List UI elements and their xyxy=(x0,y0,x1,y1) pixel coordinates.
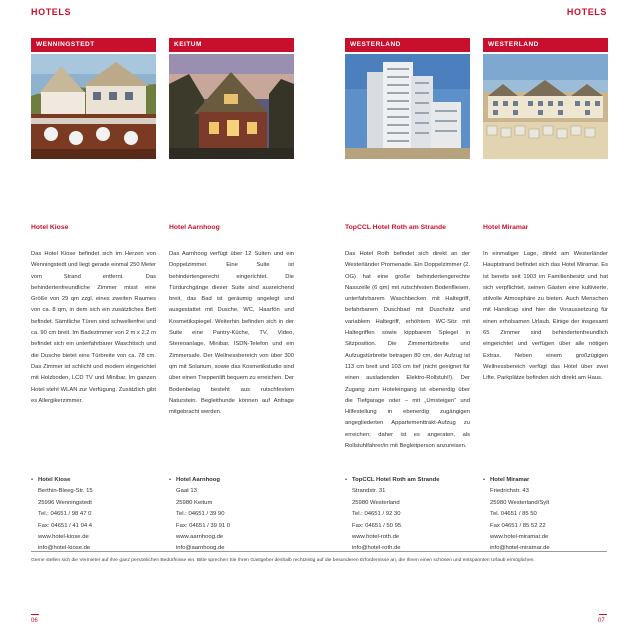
location-tag: KEITUM xyxy=(169,38,294,52)
footnote-divider xyxy=(31,551,607,552)
hotel-photo-roth xyxy=(345,54,470,159)
address-website-link[interactable]: www.hotel-miramar.de xyxy=(490,534,549,541)
hotel-address xyxy=(169,475,294,555)
location-tag: WENNINGSTEDT xyxy=(31,38,156,52)
hotel-title: Hotel Miramar xyxy=(483,224,529,231)
address-street: Berthin-Bleeg-Str. 15 xyxy=(38,488,93,495)
hotel-column-aarnhoog xyxy=(169,38,294,552)
location-tag: WESTERLAND xyxy=(483,38,608,52)
hotel-description: Das Aarnhoog verfügt über 12 Suiten und ein Doppelzimmer. Eine Suite ist behindertengerecht eingerichtet. Die Türdurchgänge dieser Suite sind ausreichend breit, das Bad ist geräumig angelegt und ausgestattet mit Dusche, WC, Haarfön und Kosmetikspiegel. Weiterhin befinden sich in der Suite eine Pantry-Küche, TV, Video, Stereoanlage, Minibar, ISDN-Telefon und ein Zimmersafe. Der Wellnessbereich von über 300 qm mit Solarium, sowie das Kosmetikstudio sind über einen Treppenlift bequem zu erreichen. Der Bodenbelag besteht aus rutschfestem Naturstein. Begleithunde können auf Anfrage mitgebracht werden. xyxy=(169,251,294,416)
address-city: 25980 Westerland xyxy=(352,499,400,506)
hotel-column-miramar xyxy=(483,38,608,552)
address-city: 25996 Wenningstedt xyxy=(38,499,92,506)
address-website-link[interactable]: www.hotel-roth.de xyxy=(352,534,400,541)
hotel-description: Das Hotel Kiose befindet sich im Herzen von Wenningstedt und liegt gerade einmal 250 Meter vom Strand entfernt. Das behindertenfreundliche Zimmer misst eine Größe von 29 qm zzgl. eines zweiten Raumes von ca. 8 qm, in dem sich ein zusätzliches Bett befindet. Sämtliche Türen sind schwellenfrei und ca. 90 cm breit. Im Badezimmer von 2 m x 2,2 m befindet sich ein unterfahrbarer Waschtisch und die Dusche bietet eine Türbreite von ca. 78 cm. Das Zimmer ist schlicht und modern eingerichtet mit Holzboden, LCD TV und Minibar. Im ganzen Hotel steht WLAN zur Verfügung. Zusätzlich gibt es Allergikerzimmer. xyxy=(31,251,156,404)
hotel-address xyxy=(345,475,470,555)
address-street: Gaat 13 xyxy=(176,488,197,495)
hotel-column-kiose xyxy=(31,38,156,552)
hotel-title: Hotel Kiose xyxy=(31,224,69,231)
address-email-link[interactable]: info@hotel-kiose.de xyxy=(38,545,91,552)
hotel-title: Hotel Aarnhoog xyxy=(169,224,220,231)
address-fax: Fax 04651 / 85 52 22 xyxy=(490,522,546,529)
address-phone: Tel.: 04651 / 98 47 0 xyxy=(38,511,92,518)
address-street: Friedrichstr. 43 xyxy=(490,488,529,495)
address-hotel-name: TopCCL Hotel Roth am Strande xyxy=(352,477,440,483)
address-email-link[interactable]: info@hotel-miramar.de xyxy=(490,545,550,552)
bullet-icon: • xyxy=(345,477,348,483)
address-phone: Tel.: 04651 / 39 90 xyxy=(176,511,225,518)
address-hotel-name: Hotel Aarnhoog xyxy=(176,477,220,483)
page-number-right: 07 xyxy=(598,618,605,624)
page-number-left: 06 xyxy=(31,618,38,624)
hotel-photo-miramar xyxy=(483,54,608,159)
page-header-left: HOTELS xyxy=(31,7,72,17)
address-fax: Fax: 04651 / 50 95 xyxy=(352,522,402,529)
hotel-address xyxy=(31,475,156,555)
address-fax: Fax: 04651 / 41 04 4 xyxy=(38,522,93,529)
location-tag: WESTERLAND xyxy=(345,38,470,52)
address-hotel-name: Hotel Kiose xyxy=(38,477,71,483)
address-email-link[interactable]: info@aarnhoog.de xyxy=(176,545,225,552)
address-city: 25980 Keitum xyxy=(176,499,213,506)
address-website-link[interactable]: www.aarnhoog.de xyxy=(176,534,224,541)
address-city: 25980 Westerland/Sylt xyxy=(490,499,550,506)
page-mark-right xyxy=(599,614,607,615)
address-fax: Fax: 04651 / 39 91 0 xyxy=(176,522,231,529)
address-hotel-name: Hotel Miramar xyxy=(490,477,530,483)
hotel-description: Das Hotel Roth befindet sich direkt an der Westerländer Promenade. Ein Doppelzimmer (2. OG) hat eine große behindertengerechte Nasszelle (6 qm) mit rutschfesten Bodenfliesen, unterfahrbarem Waschbecken mit Haltegriff, befahrbarem Duschbad mit Duschsitz und variablem Haltegriff, erhöhtem WC-Sitz mit Haltegriffen sowie kippbarem Spiegel in Sitzposition. Die Zimmertürbreite und Aufzugstürbreite betragen 80 cm, der Aufzug ist 113 cm breit und 103 cm tief (nicht geeignet für einen ausladenden Elektro-Rollstuhl!). Der Zugang zum Hoteleingang ist ebenerdig über die Tiefgarage oder – mit „Umsteigen“ und Hilfestellung in ebenerdig zugängigen angegliederten Appartementtrakt-Aufzug zu erreichen; daher ist es angeraten, als Rollstuhlfahrer/in mit Begleitperson anzureisen. xyxy=(345,251,470,450)
hotel-column-roth xyxy=(345,38,470,552)
page-header-right: HOTELS xyxy=(566,7,607,17)
hotel-address xyxy=(483,475,608,555)
address-email-link[interactable]: info@hotel-roth.de xyxy=(352,545,401,552)
bullet-icon: • xyxy=(169,477,172,483)
bullet-icon: • xyxy=(31,477,34,483)
footnote: Gerne stellen sich die Vermieter auf ihre ganz persönlichen Bedürfnisse ein. Bitte sprechen Sie Ihren Gastgeber deshalb rechtzeitig auf die besonderen Erfordernisse an, die Ihnen einen schönen und entspannten Urlaub ermöglichen. xyxy=(31,558,535,563)
address-website-link[interactable]: www.hotel-kiose.de xyxy=(38,534,89,541)
address-phone: Tel. 04651 / 85 50 xyxy=(490,511,537,518)
hotel-photo-aarnhoog xyxy=(169,54,294,159)
bullet-icon: • xyxy=(483,477,486,483)
page-mark-left xyxy=(31,614,39,615)
hotel-description: In einmaliger Lage, direkt am Westerländer Hauptstrand befindet sich das Hotel Miramar. Es ist bereits seit 1903 im Familienbesitz und hat sich verpflichtet, seinen Gästen eine kultivierte, stilvolle Atmosphäre zu bieten. Auch Menschen mit Handicap sind hier die Voraussetzung für einen erholsamen Urlaub. Einige der insgesamt 65 Zimmer sind behindertenfreundlich eingerichtet und verfügen über alle nötigen Extras. Neben einem großzügigen Wellnessbereich verfügt das Hotel über zwei Lifte. Parkplätze befinden sich direkt am Haus. xyxy=(483,251,608,382)
address-street: Strandstr. 31 xyxy=(352,488,386,495)
hotel-title: TopCCL Hotel Roth am Strande xyxy=(345,224,446,231)
address-phone: Tel.: 04651 / 92 30 xyxy=(352,511,401,518)
hotel-photo-kiose xyxy=(31,54,156,159)
